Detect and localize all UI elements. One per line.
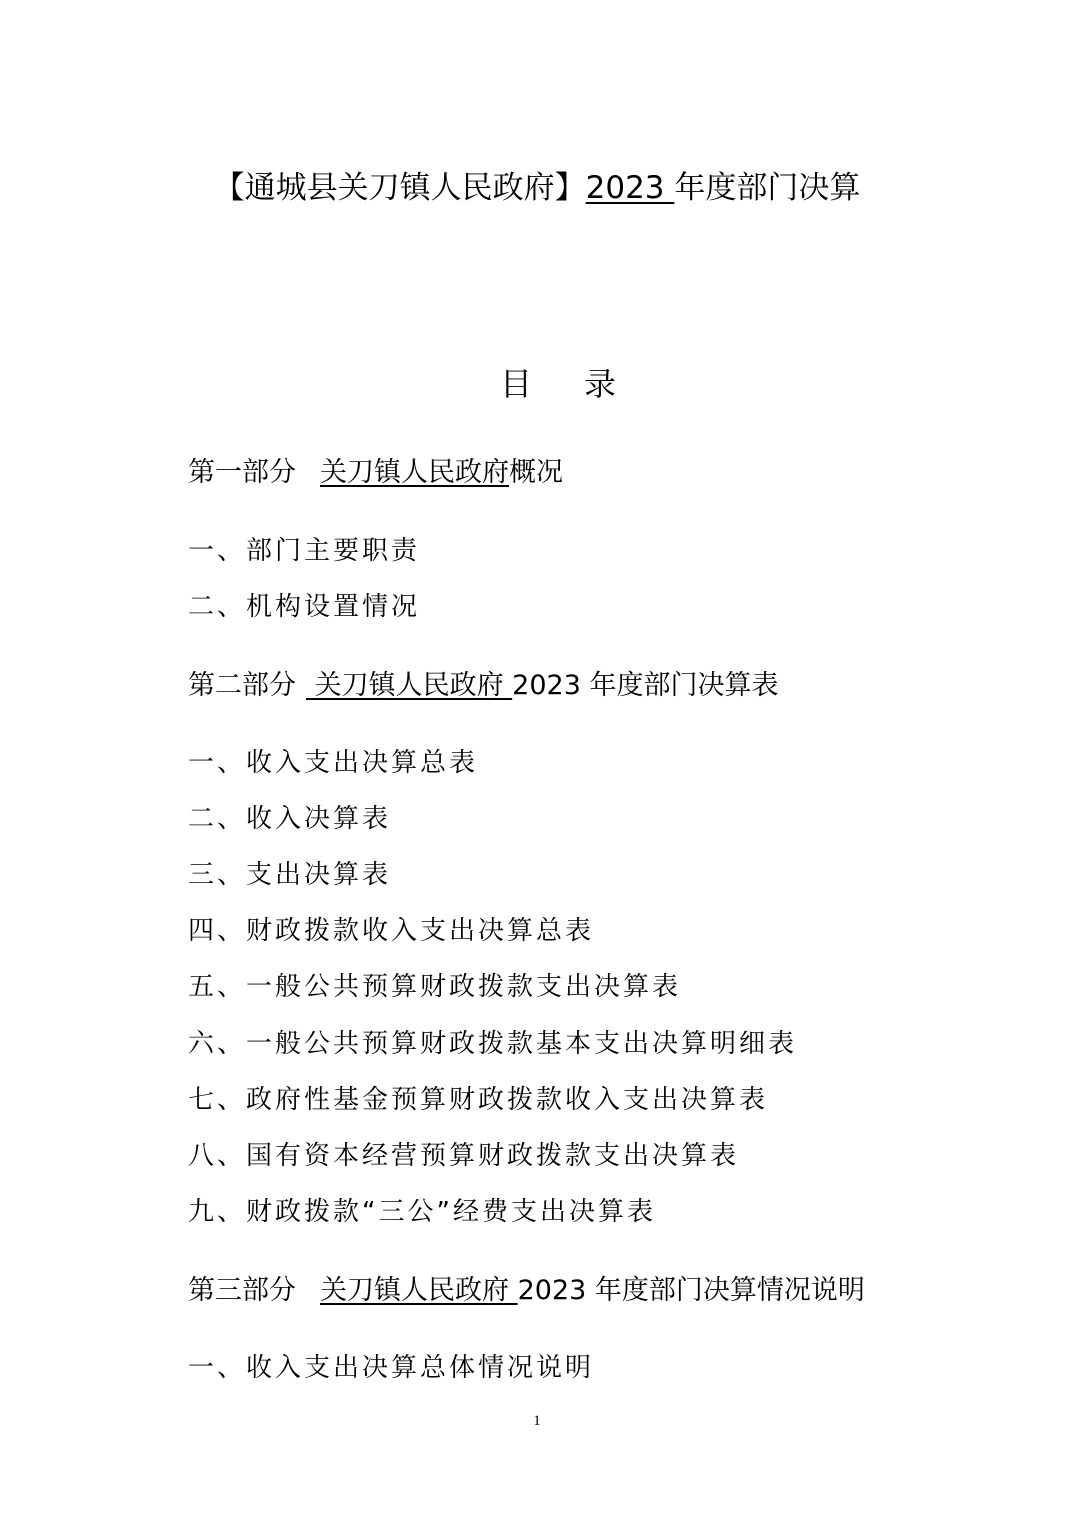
toc-part-2[interactable]	[188, 667, 778, 705]
toc-item[interactable]: 一、收入支出决算总表	[188, 748, 479, 778]
title-prefix: 【通城县关刀镇人民政府】	[213, 170, 586, 206]
title-suffix: 年度部门决算	[674, 170, 861, 206]
toc-item[interactable]: 七、政府性基金预算财政拨款收入支出决算表	[188, 1085, 769, 1115]
title-year: 2023	[585, 170, 675, 206]
document-title	[0, 166, 1074, 210]
toc-item[interactable]: 一、部门主要职责	[188, 536, 421, 566]
toc-item[interactable]: 二、机构设置情况	[188, 592, 421, 622]
toc-part-3[interactable]	[188, 1272, 865, 1310]
part-label: 第一部分	[188, 457, 296, 488]
toc-item[interactable]: 三、支出决算表	[188, 860, 392, 890]
part-label: 第三部分	[188, 1275, 296, 1306]
toc-heading-char-2: 录	[584, 365, 617, 403]
toc-item[interactable]: 五、一般公共预算财政拨款支出决算表	[188, 972, 682, 1002]
toc-item[interactable]: 四、财政拨款收入支出决算总表	[188, 916, 595, 946]
toc-heading	[500, 362, 616, 406]
toc-heading-char-1: 目	[500, 365, 533, 403]
toc-item[interactable]: 八、国有资本经营预算财政拨款支出决算表	[188, 1141, 740, 1171]
part-org: 关刀镇人民政府	[306, 670, 513, 701]
toc-item[interactable]: 六、一般公共预算财政拨款基本支出决算明细表	[188, 1029, 798, 1059]
toc-item[interactable]: 九、财政拨款“三公”经费支出决算表	[188, 1197, 656, 1227]
page-number: 1	[533, 1413, 541, 1429]
part-suffix: 概况	[509, 457, 563, 488]
toc-item[interactable]: 一、收入支出决算总体情况说明	[188, 1353, 595, 1383]
part-suffix: 2023 年度部门决算情况说明	[517, 1275, 865, 1306]
part-org: 关刀镇人民政府	[320, 1275, 518, 1306]
part-suffix: 2023 年度部门决算表	[512, 670, 779, 701]
toc-part-1[interactable]	[188, 454, 563, 492]
toc-item[interactable]: 二、收入决算表	[188, 804, 392, 834]
part-label: 第二部分	[188, 670, 296, 701]
part-org: 关刀镇人民政府	[320, 457, 509, 488]
